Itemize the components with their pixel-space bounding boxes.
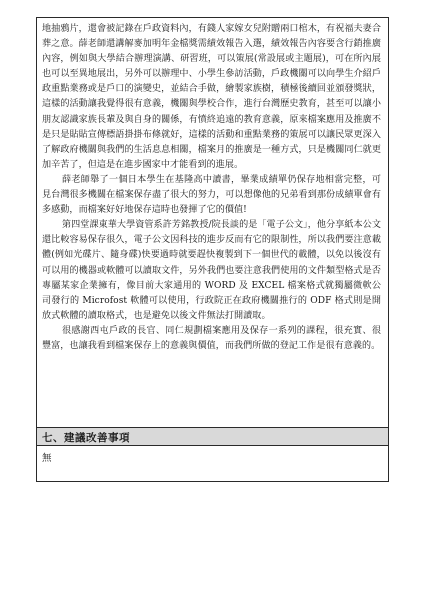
- report-body-cell: [37, 18, 388, 427]
- paragraph-1: 地抽鴉片，還會被記錄在戶政資料內，有錢人家嫁女兒附贈兩口棺木，有祝福夫妻合葬之意。薛老師還講解麥加明年金檔獎需績效報告入選，績效報告內容要含行銷推廣內容，例如與大學結合辦理演講、研習班，可以策展(常設展或主題展)，可在所內展也可以至異地展出，另外可以辦理中、小學生參訪活動，戶政機關可以向學生介紹戶政重點業務或是戶口的演變史，並結合手做，繪製家族樹，積極後續回並頒發獎狀，這樣的活動讓我覺得很有意義，機關與學校合作，進行台灣歷史教育，甚至可以讓小朋友認識家族長輩及與自身的關係，有憤終追遠的教育意義，原來檔案應用及推廣不是只是貼貼宣傳標語掛掛布條就好，這樣的活動和重點業務的策展可以讓民眾更深入了解政府機關與我們的生活息息相關，檔案月的推廣是一種方式，只是機關同仁就更加辛苦了，但這是在進步國家中才能看到的進展。: [42, 24, 381, 170]
- paragraph-4: 很感謝西屯戶政的長官、同仁規劃檔案應用及保存一系列的課程，很充實、很豐富，也讓我看到檔案保存上的意義與價值，而我們所做的登記工作是很有意義的。: [42, 325, 381, 351]
- section-answer-row: [37, 446, 388, 481]
- section-heading-row: [37, 427, 388, 446]
- report-table: [36, 17, 389, 482]
- paragraph-3: 第四堂課東華大學資管系許芳銘教授/院長談的是「電子公文」，他分享紙本公文還比較容易保存很久，電子公文因科技的進步反而有它的限制性，所以我們要注意載體(例如光碟片、隨身碟)快要過時就要趕快複製到下一個世代的載體，以免以後沒有可以用的機器或軟體可以讀取文件，另外我們也要注意我們使用的文件類型格式是否專屬某家企業擁有，像目前大家通用的 WORD 及 EXCEL 檔案格式就獨屬微軟公司發行的 Microfost 軟體可以使用，行政院正在政府機關推行的 ODF 格式則是開放式軟體的讀取格式，也是避免以後文件無法打開讀取。: [42, 220, 381, 321]
- paragraph-2: 薛老師舉了一個日本學生在基隆高中讀書，畢業成績單仍保存地相當完整，可見台灣很多機關在檔案保存盡了很大的努力，可以想像他的兄弟看到那份成績單會有多感動，而檔案好好地保存這時也發揮了它的價值!: [42, 174, 381, 216]
- section-heading: 七、建議改善事項: [42, 432, 130, 444]
- section-answer: 無: [42, 453, 52, 464]
